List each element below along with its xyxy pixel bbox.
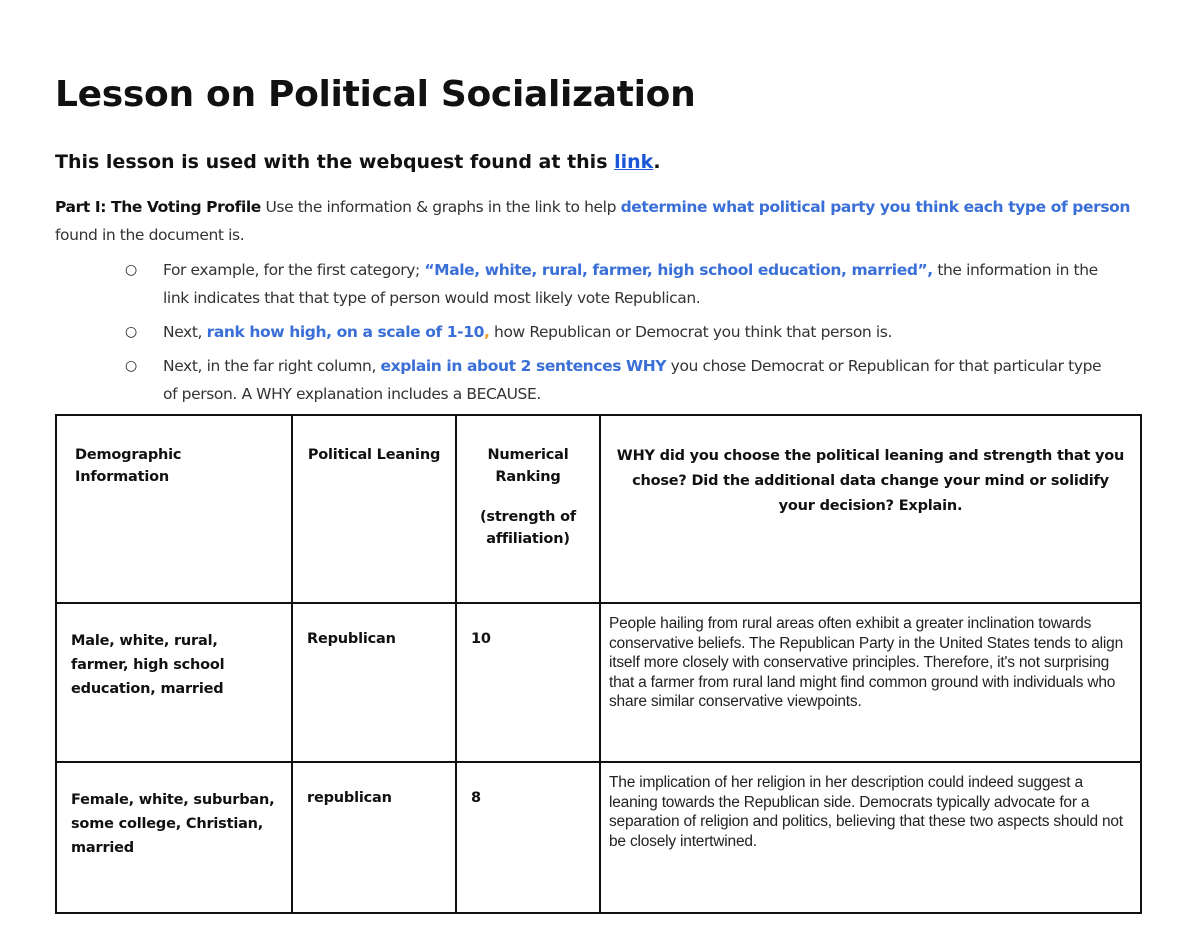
part-one-text-1: Use the information & graphs in the link to help [260, 198, 621, 216]
bullet-text-before: For example, for the first category; [163, 261, 425, 279]
header-political-leaning: Political Leaning [292, 415, 456, 603]
webquest-link[interactable]: link [614, 151, 654, 173]
bullet-text-before: Next, in the far right column, [163, 357, 381, 375]
header-demographic: Demographic Information [56, 415, 292, 603]
subtitle-text: This lesson is used with the webquest found at this [55, 151, 615, 173]
bullet-text-after: how Republican or Democrat you think that person is. [489, 323, 892, 341]
header-ranking-title: Numerical Ranking [487, 447, 569, 485]
bullet-highlight: rank how high, on a scale of 1-10 [206, 323, 484, 341]
bullet-circle-icon: ○ [125, 262, 137, 278]
table-row [56, 603, 1141, 762]
bullet-circle-icon: ○ [125, 358, 137, 374]
header-ranking-subtitle: (strength of affiliation) [479, 509, 577, 547]
bullet-text-after: you chose Democrat or Republican for that particular type of person. A WHY explanation includes a BECAUSE. [163, 357, 1102, 403]
why-explanation-cell[interactable]: The implication of her religion in her description could indeed suggest a leaning towards the Republican side. Democrats typically advocate for a separation of religion and politics, believing that these two aspects should not be closely intertwined. [600, 762, 1141, 913]
bullet-text-after: the information in the link indicates that that type of person would most likely vote Republican. [163, 261, 1098, 307]
demographic-cell: Female, white, suburban, some college, Christian, married [56, 762, 292, 913]
part-one-instructions [55, 193, 1145, 249]
instruction-list [125, 256, 1115, 414]
part-one-highlight: determine what political party you think each type of person [620, 198, 1131, 216]
header-why: WHY did you choose the political leaning and strength that you chose? Did the additional data change your mind or solidify your decision? Explain. [600, 415, 1141, 603]
leaning-cell[interactable]: Republican [292, 603, 456, 762]
page-title: Lesson on Political Socialization [55, 74, 696, 115]
header-numerical-ranking [456, 415, 600, 603]
table-header-row [56, 415, 1141, 603]
bullet-highlight: “Male, white, rural, farmer, high school education, married”, [424, 261, 933, 279]
part-one-heading: Part I: The Voting Profile [55, 198, 261, 216]
ranking-cell[interactable]: 10 [456, 603, 600, 762]
bullet-text-before: Next, [163, 323, 207, 341]
demographic-cell: Male, white, rural, farmer, high school education, married [56, 603, 292, 762]
list-item [125, 318, 1115, 346]
voting-profile-table [55, 414, 1142, 914]
ranking-cell[interactable]: 8 [456, 762, 600, 913]
bullet-accent: , [484, 323, 490, 341]
why-explanation-cell[interactable]: People hailing from rural areas often exhibit a greater inclination towards conservative beliefs. The Republican Party in the United States tends to align itself more closely with conservative principles. Therefore, it's not surprising that a farmer from rural land might find common ground with individuals who share similar conservative viewpoints. [600, 603, 1141, 762]
part-one-text-2: found in the document is. [55, 226, 245, 244]
lesson-subtitle [55, 151, 661, 173]
table-row [56, 762, 1141, 913]
list-item [125, 352, 1115, 408]
leaning-cell[interactable]: republican [292, 762, 456, 913]
subtitle-period: . [653, 151, 661, 173]
bullet-circle-icon: ○ [125, 324, 137, 340]
bullet-highlight: explain in about 2 sentences WHY [380, 357, 667, 375]
list-item [125, 256, 1115, 312]
